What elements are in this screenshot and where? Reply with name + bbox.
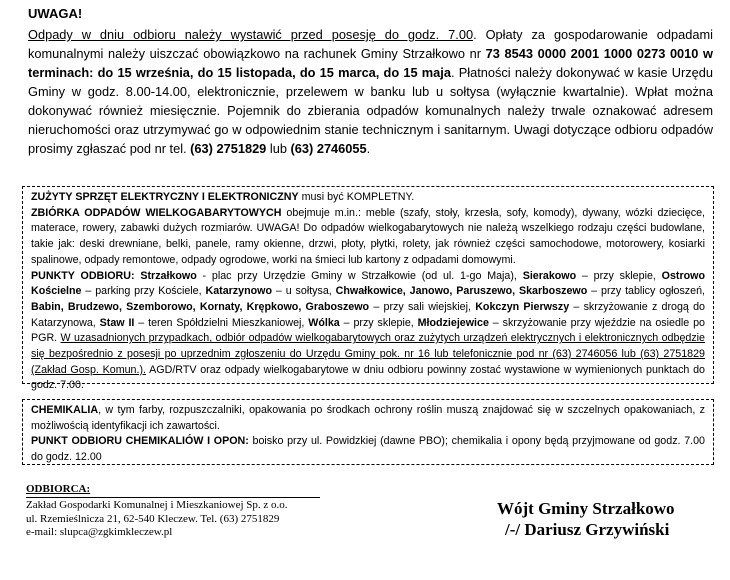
put-out-instruction: Odpady w dniu odbioru należy wystawić przed posesję do godz. 7.00 [28, 27, 474, 42]
location-name: Wólka [308, 316, 340, 329]
points-text: - plac przy Urzędzie Gminy w Strzałkowie (od ul. 1-go Maja), [196, 269, 523, 282]
home-pickup-note: W uzasadnionych przypadkach, odbiór odpadów wielkogabarytowych oraz zużytych urządzeń elektrycznych i elektronicznych odbędzie się bezpośrednio z posesji po uprzednim zgłoszeniu do Urzędu Gminy pok. nr 16 lub telefonicznie pod nr (63) 2746056 lub (63) 2751829 (Zakład Gosp. Komun.). [31, 332, 705, 376]
points-text: – przy sklepie, [339, 316, 418, 329]
payment-deadlines: w terminach: do 15 września, do 15 listopada, do 15 marca, do 15 maja [28, 46, 713, 80]
chemicals-point-paragraph [31, 434, 705, 465]
notice-text-3: lub [266, 141, 291, 156]
location-name: Kokczyn Pierwszy [475, 300, 570, 313]
phone-number-2: (63) 2746055 [290, 141, 367, 156]
electronics-text: musi być KOMPLETNY. [298, 191, 415, 203]
bulky-text: obejmuje m.in.: meble (szafy, stoły, krzesła, sofy, komody), dywany, wózki dziecięce, materace, rowery, zabawki dużych rozmiarów. UWAGA! Do odpadów wielkogabarytowych nie należą wszelkiego rodzaju części budowlane, takie jak: deski drewniane, belki, panele, ramy okienne, drzwi, płoty, płytki, rolety, jak również części samochodowe, motorowery, kosiarki spalinowe, odpady remontowe, odpady ogrodowe, worki na śmieci lub kartony z odpadami domowymi. [31, 206, 705, 266]
points-text: – przy sklepie, [576, 269, 662, 282]
bulky-heading: ZBIÓRKA ODPADÓW WIELKOGABARYTOWYCH [31, 206, 282, 219]
bulky-waste-box [22, 186, 714, 392]
bank-account-number: 73 8543 0000 2001 1000 0273 0010 [485, 46, 699, 61]
recipient-divider [26, 497, 320, 498]
chemicals-box [22, 399, 714, 465]
notice-text-2: . Płatności należy dokonywać w kasie Urzędu Gminy w godz. 8.00-14.00, elektronicznie, przelewem w banku lub u sołtysa (wyłącznie kwartalnie). Wpłat można dokonywać również miesięcznie. Pojemnik do zbierania odpadów komunalnych należy trwale oznakować adresem nieruchomości oraz utrzymywać go w odpowiednim stanie technicznym i sanitarnym. Uwagi dotyczące odbioru odpadów prosimy zgłaszać pod nr tel. [28, 65, 713, 156]
recipient-heading: ODBIORCA: [26, 483, 91, 495]
location-name: Chwałkowice, Janowo, Paruszewo, Skarboszewo [335, 285, 588, 298]
location-name: Sierakowo [522, 269, 577, 282]
points-text: – przy sali wiejskiej, [369, 300, 476, 313]
collection-points-heading: PUNKTY ODBIORU: [31, 269, 135, 282]
points-text: – skrzyżowanie z drogą do Katarzynowa, [31, 300, 705, 329]
points-text: – skrzyżowanie przy wjeździe na osiedle po PGR. [31, 316, 705, 345]
chemicals-paragraph [31, 403, 705, 434]
signature-block [497, 498, 675, 540]
points-text: – teren Spółdzielni Mieszkaniowej, [134, 316, 309, 329]
recipient-block [26, 483, 326, 540]
phone-number-1: (63) 2751829 [190, 141, 267, 156]
location-name: Katarzynowo [205, 285, 272, 298]
notice-text-1: . Opłaty za gospodarowanie odpadami komunalnymi należy uiszczać obowiązkowo na rachunek Gminy Strzałkowo nr [28, 27, 714, 61]
location-name: Ostrowo Kościelne [31, 269, 705, 298]
recipient-company: Zakład Gospodarki Komunalnej i Mieszkaniowej Sp. z o.o. [26, 498, 288, 511]
points-text: – u sołtysa, [272, 285, 336, 298]
location-name: Młodziejewice [417, 316, 489, 329]
chemicals-heading: CHEMIKALIA [31, 404, 99, 416]
signature-title: Wójt Gminy Strzałkowo [497, 499, 675, 518]
location-name: Staw II [99, 316, 135, 329]
chemicals-point-heading: PUNKT ODBIORU CHEMIKALIÓW I OPON: [31, 435, 249, 448]
chemicals-text: , w tym farby, rozpuszczalniki, opakowania po środkach ochrony roślin muszą znajdować się w szczelnych opakowaniach, z możliwością identyfikacji ich zawartości. [31, 404, 705, 432]
electronics-heading: ZUŻYTY SPRZĘT ELEKTRYCZNY I ELEKTRONICZNY [31, 191, 299, 203]
recipient-email: e-mail: slupca@zgkimkleczew.pl [26, 526, 173, 539]
appliances-note: AGD/RTV oraz odpady wielkogabarytowe w dniu odbioru powinny zostać wystawione w wymienionych punktach do godz. 7.00. [31, 363, 706, 392]
notice-paragraph [28, 25, 713, 158]
collection-points-paragraph [31, 269, 705, 395]
electronics-paragraph [31, 190, 705, 206]
location-name: Strzałkowo [140, 269, 197, 282]
chemicals-point-text: boisko przy ul. Powidzkiej (dawne PBO); chemikalia i opony będą przyjmowane od godz. 7.00 do godz. 12.00 [31, 435, 705, 464]
notice-title: UWAGA! [28, 6, 83, 21]
points-text: – przy tablicy ogłoszeń, [587, 285, 706, 298]
bulky-paragraph [31, 206, 705, 269]
notice-text-4: . [366, 141, 371, 156]
recipient-address: ul. Rzemieślnicza 21, 62-540 Kleczew. Tel. (63) 2751829 [26, 512, 280, 525]
points-text: – parking przy Kościele, [81, 285, 206, 298]
location-name: Babin, Brudzewo, Szemborowo, Kornaty, Krępkowo, Graboszewo [31, 300, 370, 313]
signature-name: /-/ Dariusz Grzywiński [505, 520, 670, 539]
